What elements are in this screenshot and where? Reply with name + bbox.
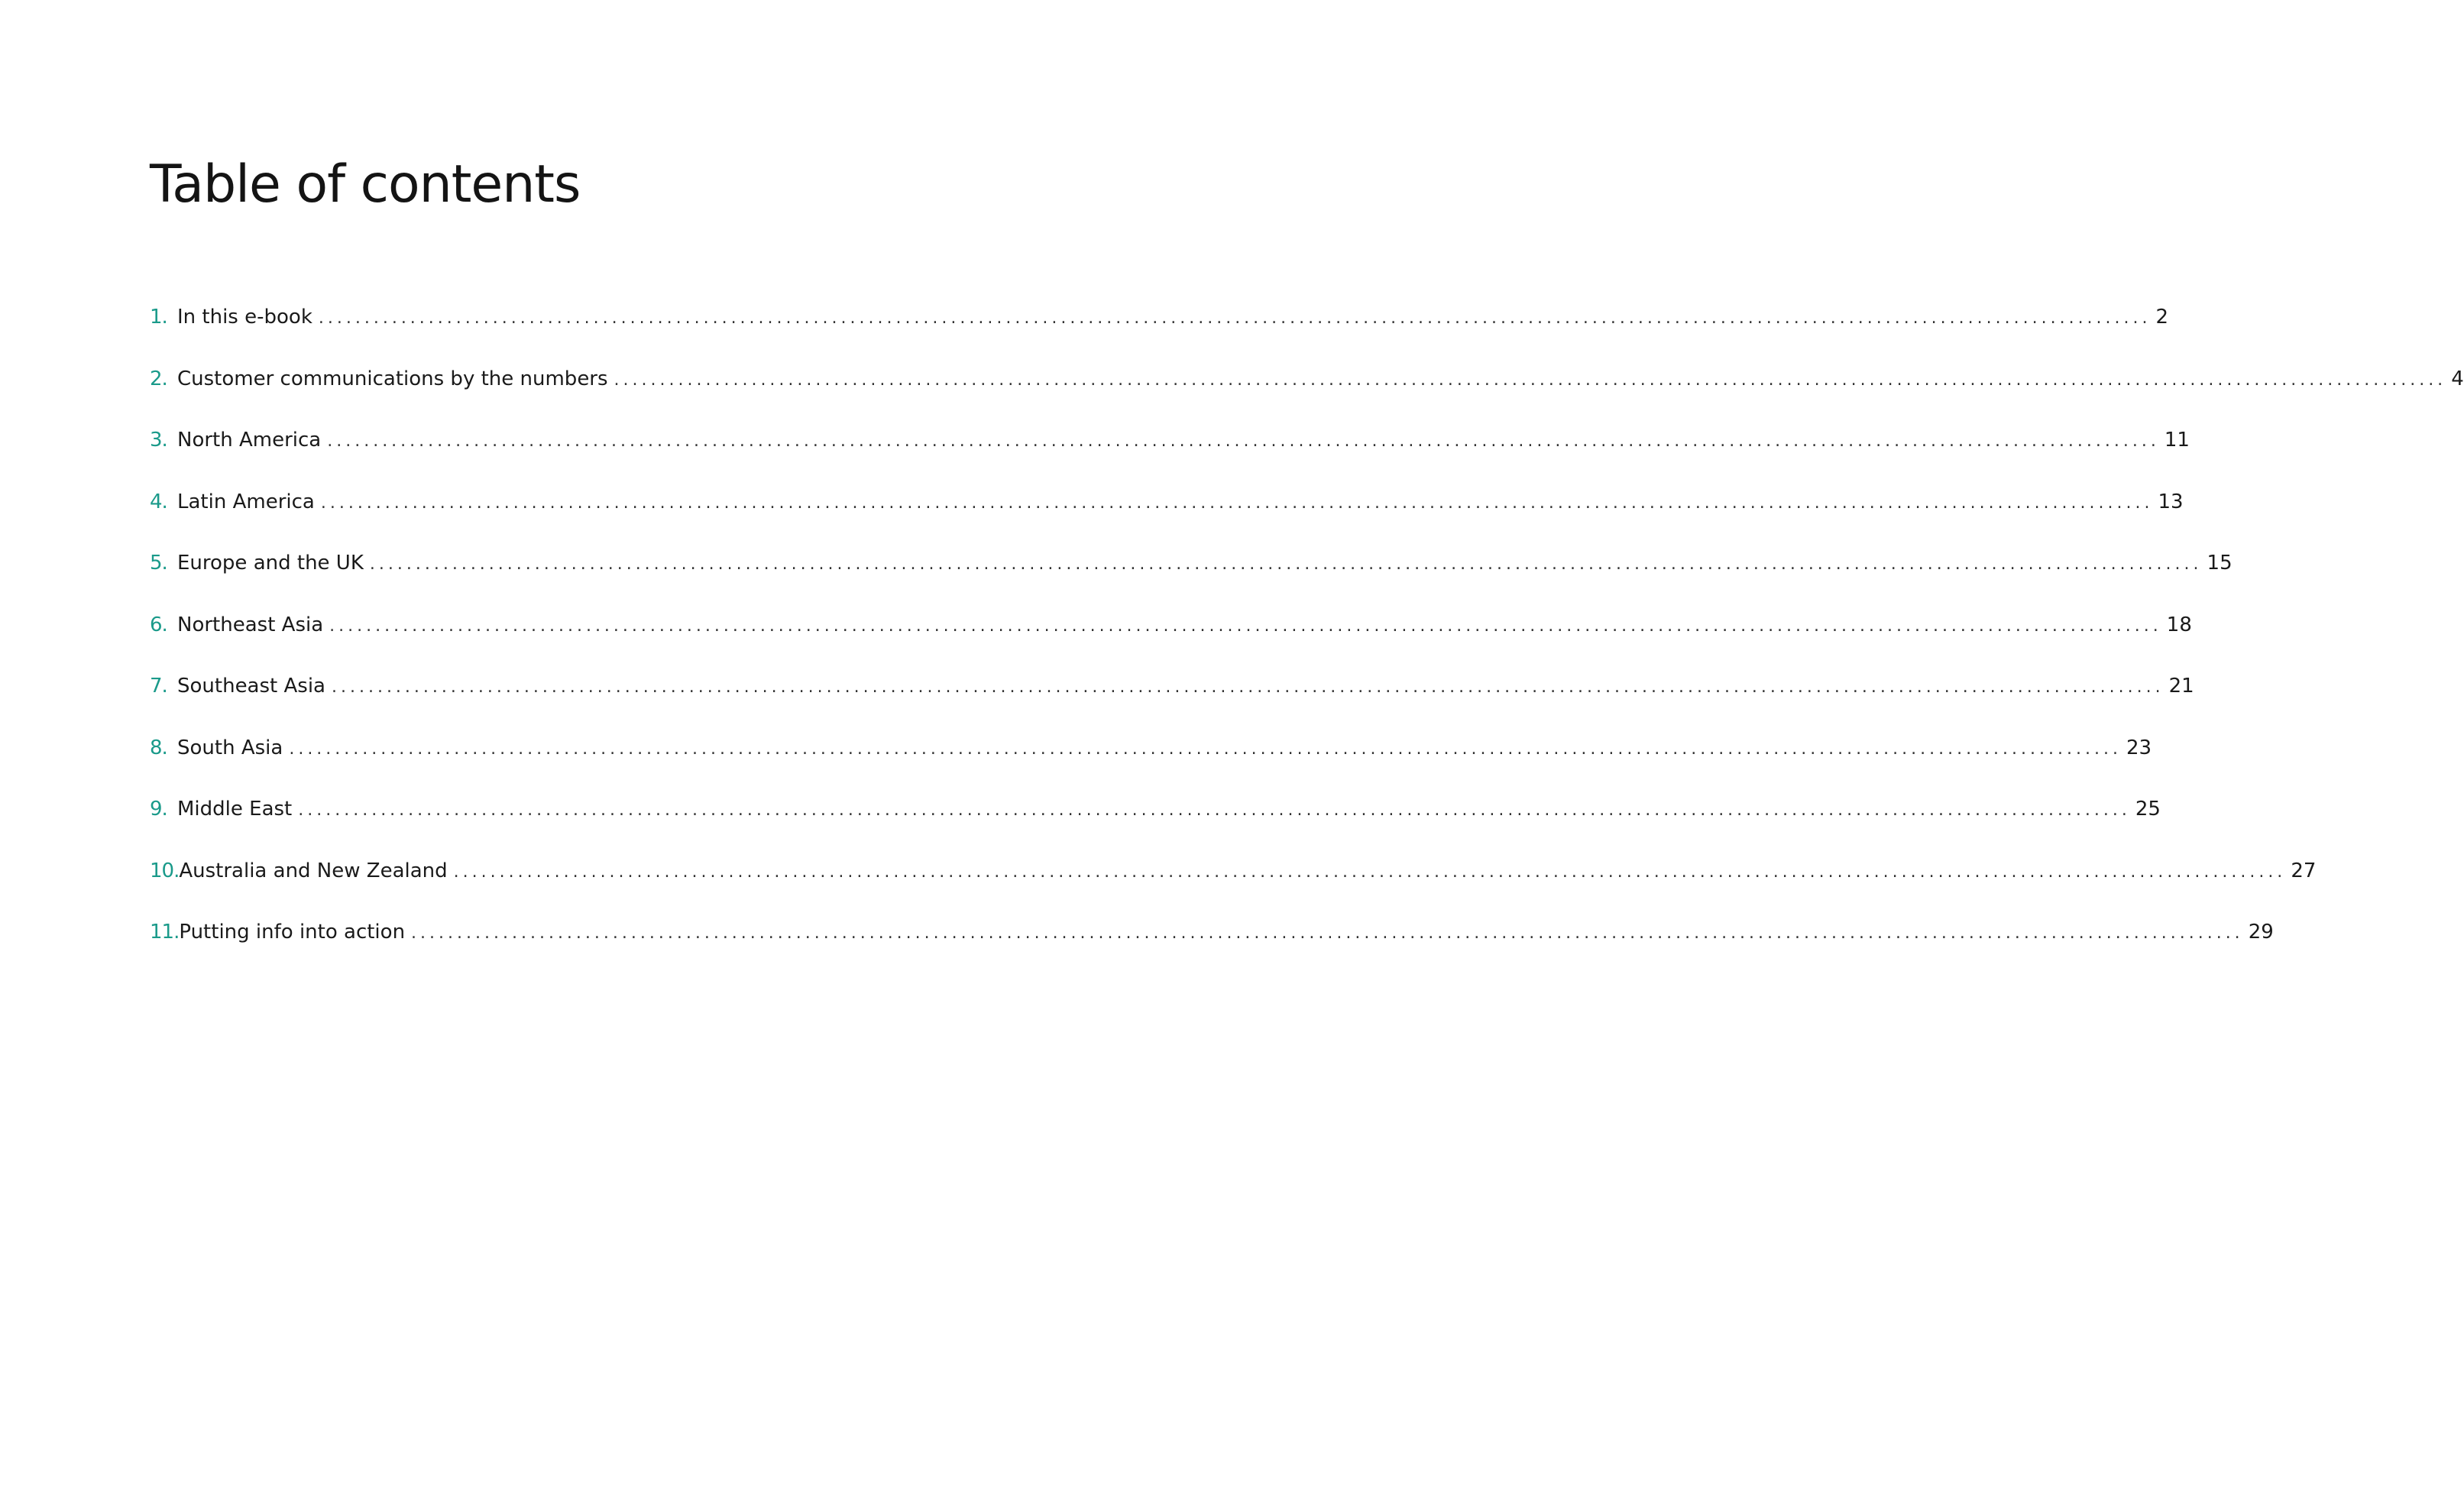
toc-entry[interactable] xyxy=(150,306,2169,369)
toc-entry-label: North America xyxy=(177,429,322,452)
toc-dot-leader: ........................................................................................................................................................................................................ xyxy=(289,739,2122,759)
toc-entry-label: South Asia xyxy=(177,736,283,759)
toc-entry-page: 2 xyxy=(2155,306,2169,329)
page-title: Table of contents xyxy=(150,154,581,215)
toc-entry-page: 27 xyxy=(2291,859,2317,882)
toc-entry-number: 5. xyxy=(150,552,167,575)
toc-entry-number: 3. xyxy=(150,429,167,452)
toc-dot-leader: ........................................................................................................................................................................................................ xyxy=(298,801,2131,820)
toc-entry-number: 6. xyxy=(150,613,167,636)
toc-entry[interactable] xyxy=(150,798,2161,861)
toc-entry-number: 4. xyxy=(150,490,167,513)
toc-entry-number: 1. xyxy=(150,306,167,329)
toc-entry-label: In this e-book xyxy=(177,306,312,329)
toc-entry[interactable] xyxy=(150,367,2464,431)
toc-entry[interactable] xyxy=(150,675,2194,738)
toc-entry-number: 8. xyxy=(150,736,167,759)
toc-entry-page: 11 xyxy=(2164,429,2190,452)
toc-entry-label: Australia and New Zealand xyxy=(179,859,448,882)
toc-entry[interactable] xyxy=(150,921,2274,984)
toc-entry[interactable] xyxy=(150,736,2152,800)
toc-dot-leader: ........................................................................................................................................................................................................ xyxy=(411,924,2244,943)
toc-dot-leader: ........................................................................................................................................................................................................ xyxy=(614,370,2447,390)
toc-dot-leader: ........................................................................................................................................................................................................ xyxy=(327,432,2160,451)
toc-dot-leader: ........................................................................................................................................................................................................ xyxy=(331,678,2164,697)
toc-entry-number: 7. xyxy=(150,675,167,698)
toc-entry[interactable] xyxy=(150,552,2232,615)
toc-entry-label: Middle East xyxy=(177,798,293,821)
toc-dot-leader: ........................................................................................................................................................................................................ xyxy=(453,862,2287,882)
toc-entry-number: 11. xyxy=(150,921,180,944)
toc-entry-number: 2. xyxy=(150,367,167,390)
toc-entry-label: Putting info into action xyxy=(179,921,406,944)
toc-entry[interactable] xyxy=(150,613,2192,677)
toc-entry-label: Northeast Asia xyxy=(177,613,324,636)
toc-entry[interactable] xyxy=(150,490,2184,554)
toc-dot-leader: ........................................................................................................................................................................................................ xyxy=(369,555,2203,574)
toc-entry-page: 15 xyxy=(2207,552,2232,575)
toc-entry-page: 13 xyxy=(2158,490,2184,513)
toc-dot-leader: ........................................................................................................................................................................................................ xyxy=(320,493,2154,513)
toc-entry[interactable] xyxy=(150,859,2317,923)
toc-entry-label: Southeast Asia xyxy=(177,675,325,698)
toc-entry-page: 23 xyxy=(2126,736,2152,759)
toc-entry-number: 9. xyxy=(150,798,167,821)
toc-dot-leader: ........................................................................................................................................................................................................ xyxy=(318,309,2152,328)
toc-entry-label: Europe and the UK xyxy=(177,552,364,575)
toc-entry-page: 4 xyxy=(2451,367,2464,390)
toc-entry-page: 18 xyxy=(2166,613,2192,636)
toc-entry-label: Customer communications by the numbers xyxy=(177,367,608,390)
toc-entry-page: 29 xyxy=(2248,921,2274,944)
table-of-contents xyxy=(150,306,2464,984)
toc-entry[interactable] xyxy=(150,429,2190,492)
toc-entry-page: 21 xyxy=(2168,675,2194,698)
toc-entry-label: Latin America xyxy=(177,490,315,513)
toc-entry-page: 25 xyxy=(2135,798,2161,821)
toc-entry-number: 10. xyxy=(150,859,180,882)
toc-dot-leader: ........................................................................................................................................................................................................ xyxy=(329,616,2162,636)
